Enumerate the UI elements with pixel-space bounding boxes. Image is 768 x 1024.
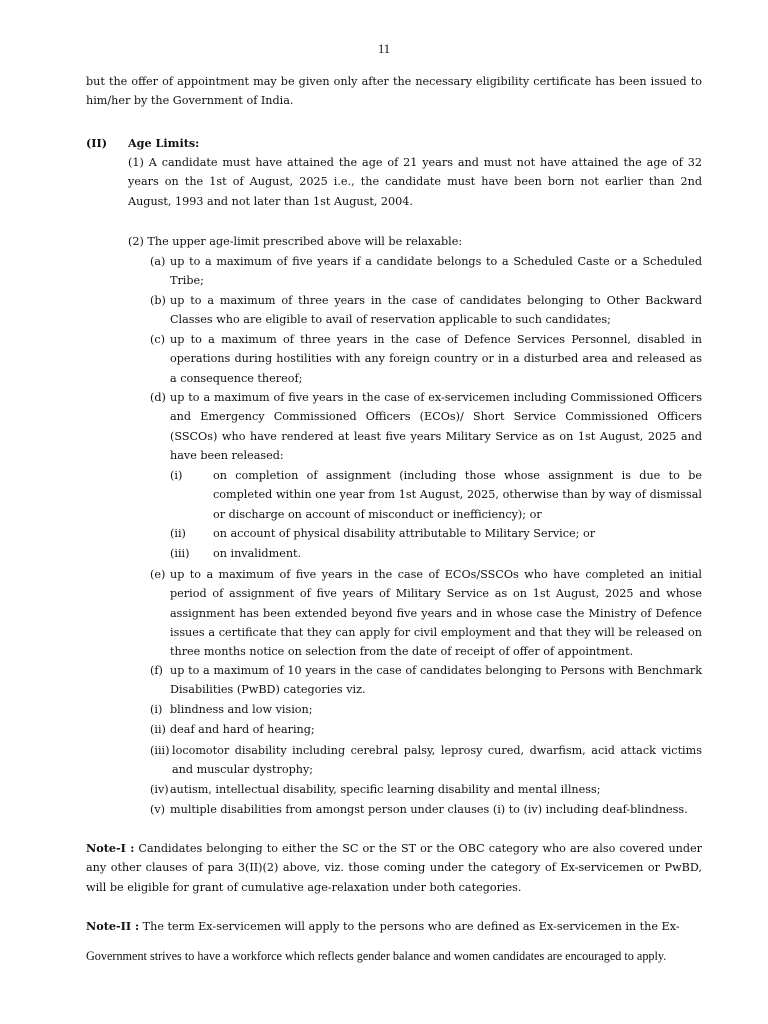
disability-label: (v) xyxy=(150,803,166,816)
section-title: Age Limits: xyxy=(128,136,200,150)
disability-text: multiple disabilities from amongst person under clauses (i) to (iv) including deaf-blindness. xyxy=(170,803,688,816)
clause-text: up to a maximum of five years if a candidate belongs to a Scheduled Caste or a Scheduled Tribe; xyxy=(170,255,702,288)
disability-i xyxy=(150,700,702,719)
age-limit-paragraph-2: (2) The upper age-limit prescribed above will be relaxable: xyxy=(128,235,463,248)
clause-text: up to a maximum of five years in the case of ex-servicemen including Commissioned Officers and Emergency Commissioned Officers (ECOs)/ Short Service Commissioned Officers (SSCOs) who have rendered at least five years Military Service as on 1st August, 2025 and have been released: xyxy=(170,391,702,462)
clause-b xyxy=(150,291,702,330)
clause-d-iii xyxy=(170,544,702,563)
disability-label: (i) xyxy=(150,703,163,716)
disability-ii xyxy=(150,720,702,739)
note-1 xyxy=(86,839,702,897)
subclause-text: on completion of assignment (including those whose assignment is due to be completed within one year from 1st August, 2025, otherwise than by way of dismissal or discharge on account of misconduct or inefficiency); or xyxy=(213,469,702,521)
clause-d xyxy=(150,388,702,465)
clause-label: (b) xyxy=(150,294,166,307)
clause-label: (f) xyxy=(150,664,163,677)
clause-d-i xyxy=(170,466,702,524)
section-number: (II) xyxy=(86,136,108,150)
subclause-label: (i) xyxy=(170,469,183,482)
note-1-text: Candidates belonging to either the SC or the ST or the OBC category who are also covered under any other clauses of para 3(II)(2) above, viz. those coming under the category of Ex-servicemen or PwBD, will be eligible for grant of cumulative age-relaxation under both categories. xyxy=(86,842,703,894)
note-2 xyxy=(86,917,702,936)
clause-f xyxy=(150,661,702,700)
disability-text: autism, intellectual disability, specific learning disability and mental illness; xyxy=(170,783,601,796)
subclause-label: (iii) xyxy=(170,547,190,560)
clause-text: up to a maximum of three years in the case of candidates belonging to Other Backward Classes who are eligible to avail of reservation applicable to such candidates; xyxy=(170,294,702,327)
clause-c xyxy=(150,330,702,388)
disability-iii xyxy=(150,741,702,780)
disability-text: blindness and low vision; xyxy=(170,703,313,716)
subclause-label: (ii) xyxy=(170,527,186,540)
page-number: 11 xyxy=(377,42,391,56)
note-1-label: Note-I : xyxy=(86,841,135,855)
clause-a xyxy=(150,252,702,291)
intro-paragraph: but the offer of appointment may be given only after the necessary eligibility certificate has been issued to him/her by the Government of India. xyxy=(86,75,702,108)
clause-label: (a) xyxy=(150,255,166,268)
clause-label: (e) xyxy=(150,568,166,581)
clause-e xyxy=(150,565,702,661)
subclause-text: on account of physical disability attributable to Military Service; or xyxy=(213,527,596,540)
footer-slogan: Government strives to have a workforce which reflects gender balance and women candidates are encouraged to apply. xyxy=(86,949,667,963)
disability-label: (iv) xyxy=(150,783,169,796)
clause-label: (d) xyxy=(150,391,166,404)
clause-d-ii xyxy=(170,524,702,543)
clause-text: up to a maximum of three years in the case of Defence Services Personnel, disabled in operations during hostilities with any foreign country or in a disturbed area and released as a consequence thereof; xyxy=(170,333,702,385)
disability-label: (iii) xyxy=(150,744,170,757)
disability-v xyxy=(150,800,702,819)
clause-text: up to a maximum of 10 years in the case of candidates belonging to Persons with Benchmark Disabilities (PwBD) categories viz. xyxy=(170,664,702,697)
disability-label: (ii) xyxy=(150,723,166,736)
note-2-label: Note-II : xyxy=(86,919,140,933)
age-limit-paragraph-1: (1) A candidate must have attained the age of 21 years and must not have attained the age of 32 years on the 1st of August, 2025 i.e., the candidate must have been born not earlier than 2nd August, 1993 and not later than 1st August, 2004. xyxy=(128,156,702,208)
note-2-text: The term Ex-servicemen will apply to the persons who are defined as Ex-servicemen in the Ex- xyxy=(139,920,680,933)
disability-text: deaf and hard of hearing; xyxy=(170,723,315,736)
disability-iv xyxy=(150,780,702,799)
clause-label: (c) xyxy=(150,333,165,346)
subclause-text: on invalidment. xyxy=(213,547,302,560)
disability-text: locomotor disability including cerebral palsy, leprosy cured, dwarfism, acid attack victims and muscular dystrophy; xyxy=(172,744,702,777)
clause-text: up to a maximum of five years in the case of ECOs/SSCOs who have completed an initial period of assignment of five years of Military Service as on 1st August, 2025 and whose assignment has been extended beyond five years and in whose case the Ministry of Defence issues a certificate that they can apply for civil employment and that they will be released on three months notice on selection from the date of receipt of offer of appointment. xyxy=(170,568,702,659)
